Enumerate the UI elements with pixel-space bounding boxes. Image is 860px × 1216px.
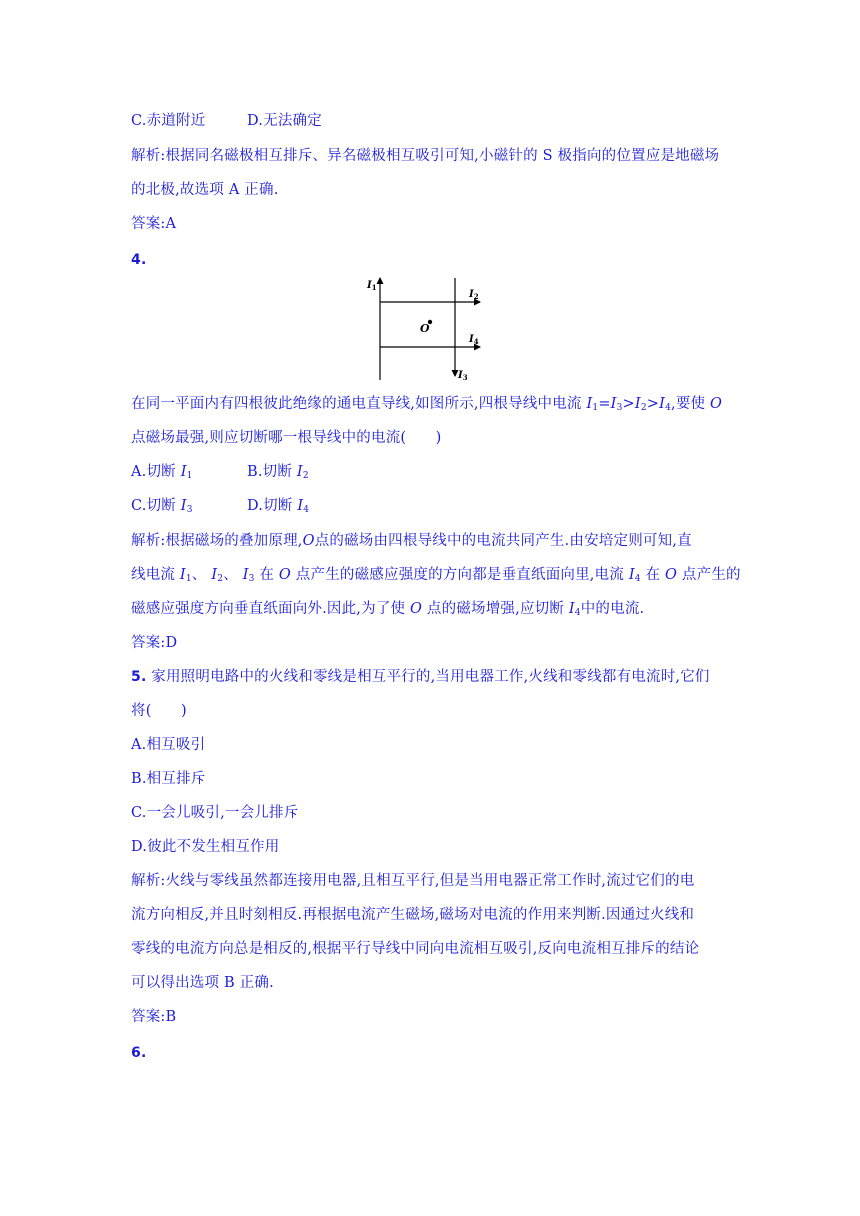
label-i4: $I_4$ xyxy=(469,334,479,346)
q5-stem-line-2: 将( ) xyxy=(131,703,187,719)
q4-option-a-b xyxy=(131,462,309,482)
q5-option-a: A.相互吸引 xyxy=(131,737,206,753)
q5-analysis-line-4: 可以得出选项 B 正确. xyxy=(131,975,274,991)
q4-answer: 答案:D xyxy=(131,635,178,651)
q3-option-c-d xyxy=(131,111,322,131)
q3-analysis-line-2: 的北极,故选项 A 正确. xyxy=(131,182,279,198)
q5-answer: 答案:B xyxy=(131,1009,177,1025)
label-o: O xyxy=(420,322,430,335)
q3-option-d: D.无法确定 xyxy=(247,113,322,129)
q4-analysis-line-3: 磁感应强度方向垂直纸面向外.因此,为了使 O 点的磁场增强,应切断 $I_4$中的电流. xyxy=(131,601,645,618)
q5-analysis-line-2: 流方向相反,并且时刻相反.再根据电流产生磁场,磁场对电流的作用来判断.因通过火线和 xyxy=(131,907,695,923)
label-i3: $I_3$ xyxy=(458,370,468,382)
q4-option-a: A.切断 $I_1$ xyxy=(131,464,193,481)
q4-stem-line-1: 在同一平面内有四根彼此绝缘的通电直导线,如图所示,四根导线中电流 $I_1=I_3>I_2>I_4$,要使 O xyxy=(131,396,723,413)
q3-analysis-line-1: 解析:根据同名磁极相互排斥、异名磁极相互吸引可知,小磁针的 S 极指向的位置应是地磁场 xyxy=(131,148,720,164)
q4-option-d: D.切断 $I_4$ xyxy=(247,498,310,515)
q4-option-b: B.切断 $I_2$ xyxy=(247,464,309,481)
q5-option-b: B.相互排斥 xyxy=(131,771,206,787)
q5-number: 5. xyxy=(131,669,147,685)
q4-number: 4. xyxy=(131,252,147,268)
label-i2: $I_2$ xyxy=(469,289,479,301)
q5-option-c: C.一会儿吸引,一会儿排斥 xyxy=(131,805,299,821)
q4-wire-figure xyxy=(365,272,485,384)
q6-number: 6. xyxy=(131,1045,147,1061)
q5-analysis-line-3: 零线的电流方向总是相反的,根据平行导线中同向电流相互吸引,反向电流相互排斥的结论 xyxy=(131,941,700,957)
q4-option-c: C.切断 $I_3$ xyxy=(131,498,193,515)
q4-stem-line-2: 点磁场最强,则应切断哪一根导线中的电流( ) xyxy=(131,430,442,446)
q4-analysis-line-2: 线电流 $I_1$、 $I_2$、 $I_3$ 在 O 点产生的磁感应强度的方向都是垂直纸面向里,电流 $I_4$ 在 O 点产生的 xyxy=(131,567,741,584)
q4-analysis-line-1: 解析:根据磁场的叠加原理,O点的磁场由四根导线中的电流共同产生.由安培定则可知,直 xyxy=(131,533,692,549)
q5-stem-line-1: 5. 家用照明电路中的火线和零线是相互平行的,当用电器工作,火线和零线都有电流时,它们 xyxy=(131,669,710,685)
q4-option-c-d xyxy=(131,496,310,516)
q3-answer: 答案:A xyxy=(131,216,177,232)
q3-option-c: C.赤道附近 xyxy=(131,113,206,129)
q5-analysis-line-1: 解析:火线与零线虽然都连接用电器,且相互平行,但是当用电器正常工作时,流过它们的电 xyxy=(131,873,695,889)
q5-option-d: D.彼此不发生相互作用 xyxy=(131,839,280,855)
label-i1: $I_1$ xyxy=(367,280,377,292)
